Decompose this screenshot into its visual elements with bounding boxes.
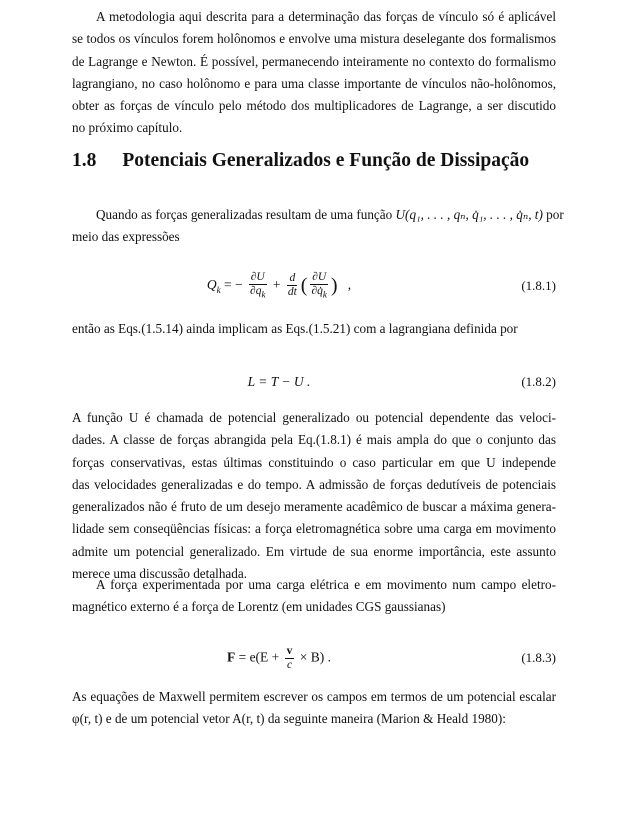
section-heading: [72, 150, 556, 172]
text-line: As equações de Maxwell permitem escrever os campos em termos de um potencial escalar: [72, 689, 556, 704]
text-line: forças conservativas, estas últimas constituindo o caso particular em que U independe: [72, 454, 556, 470]
text-line: φ(r, t) e de um potencial vetor A(r, t) da seguinte maneira (Marion & Heald 1980):: [72, 711, 506, 727]
section-title: Potenciais Generalizados e Função de Dissipação: [122, 150, 530, 171]
equation-1-8-1: [72, 266, 556, 306]
paragraph-intro: [72, 204, 564, 249]
math-inline: U(q₁, . . . , qₙ, q̇₁, . . . , q̇ₙ, t): [395, 207, 543, 222]
paragraph-lagrangian: [72, 318, 556, 340]
text-line: no próximo capítulo.: [72, 120, 183, 136]
equation-1-8-3: [72, 638, 556, 678]
fraction: $\frac{v}{c}$: [286, 644, 293, 671]
text-line: merece uma discussão detalhada.: [72, 566, 248, 582]
text-line: se todos os vínculos forem holônomos e envolve uma mistura deselegante dos formalismos: [72, 31, 556, 47]
text-line: A função U é chamada de potencial generalizado ou potencial dependente das veloci-: [72, 410, 556, 425]
text-line: lagrangiano, no caso holônomo e para uma classe importante de vínculos não-holônomos,: [72, 75, 556, 91]
text-line: magnético externo é a força de Lorentz (em unidades CGS gaussianas): [72, 599, 446, 615]
equation-number: (1.8.3): [521, 650, 556, 665]
equation-formula: L = T − U .: [247, 374, 311, 389]
text-line: Quando as forças generalizadas resultam de uma função U(q₁, . . . , qₙ, q̇₁, . . . , q̇ₙ, t) por: [96, 207, 564, 222]
fraction: $\frac{\partial U}{\partial q_k}$: [250, 270, 266, 300]
text-line: meio das expressões: [72, 229, 180, 245]
fraction: $\frac{\partial U}{\partial q̇_k}$: [311, 270, 327, 300]
text-line: das velocidades generalizadas e do tempo. A admissão de forças dedutíveis de potenciais: [72, 476, 556, 492]
equation-number: (1.8.2): [521, 374, 556, 389]
text-line: então as Eqs.(1.5.14) ainda implicam as Eqs.(1.5.21) com a lagrangiana definida por: [72, 321, 518, 336]
equation-1-8-2: [72, 362, 556, 402]
paragraph-maxwell: [72, 686, 556, 731]
paragraph-generalized-potential: [72, 407, 556, 585]
text-line: de Lagrange e Newton. É possível, permanecendo inteiramente no contexto do formalismo: [72, 53, 556, 69]
text-line: admite um potencial generalizado. Em virtude de sua enorme importância, este assunto: [72, 543, 556, 559]
equation-number: (1.8.1): [521, 278, 556, 293]
equation-formula: F = e(E + $\frac{v}{c}$ × B) .: [226, 644, 332, 671]
text-line: A força experimentada por uma carga elétrica e em movimento num campo eletro-: [96, 577, 556, 592]
paragraph-lorentz: [72, 574, 556, 619]
text-line: obter as forças de vínculo pelo método dos multiplicadores de Lagrange, a ser discutido: [72, 98, 556, 114]
text-line: lidade sem conseqüências físicas: a força eletromagnética sobre uma carga em movimento: [72, 521, 556, 537]
text-line: dades. A classe de forças abrangida pela Eq.(1.8.1) é mais ampla do que o conjunto das: [72, 432, 556, 448]
equation-formula: $Q_k$ = − $\frac{\partial U}{\partial q_k}$ + $\frac{d}{dt}$ ( $\frac{\partial U}{\partial q̇_k}$ ) ,: [206, 270, 352, 300]
paragraph-constraints: [72, 6, 556, 140]
section-number: 1.8: [72, 150, 97, 171]
text-line: A metodologia aqui descrita para a determinação das forças de vínculo só é aplicável: [96, 9, 556, 24]
fraction: $\frac{d}{dt}$: [287, 272, 297, 299]
text-line: generalizados não é fruto de um desejo meramente acadêmico de buscar a máxima genera-: [72, 499, 556, 515]
